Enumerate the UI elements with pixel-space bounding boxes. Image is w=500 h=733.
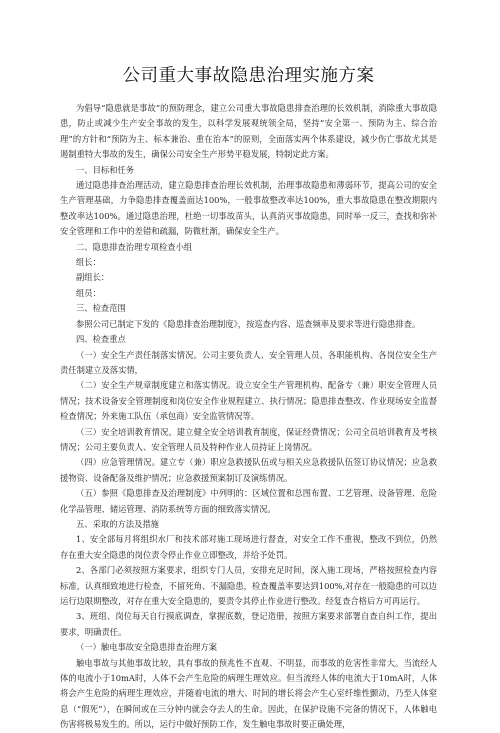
paragraph: 通过隐患排查治理活动，建立隐患排查治理长效机制，治理事故隐患和薄弱环节，提高公司的安全生产管理基础，力争隐患排查覆盖面达100%，一般事故整改率达100%，重大事故隐患在整改期限内整改率达100%。通过隐患治理，杜绝一切事故苗头，认真消灭事故隐患，同时举一反三，查找和弥补安全管理和工作中的差错和疏漏，防微杜渐，确保安全生产。	[60, 180, 437, 237]
document-body	[60, 101, 437, 733]
paragraph: 组员：	[76, 287, 101, 298]
paragraph: 2、各部门必须按照方案要求，组织专门人员，安排充足时间，深入施工现场，严格按照检查内容标准，认真细致地进行检查，不留死角、不漏隐患，检查覆盖率要达到100%,对存在一般隐患的可以边运行边限期整改，对存在重大安全隐患的，要责令其停止作业进行整改。经复查合格后方可再运行。	[60, 565, 437, 606]
paragraph: 1、安全部每月将组织水厂和技术部对施工现场进行督查，对安全工作不重视，整改不到位，仍然存在重大安全隐患的岗位责令停止作业立即整改，并给予处罚。	[60, 534, 437, 560]
paragraph: 一、目标和任务	[76, 164, 135, 175]
paragraph: 组长：	[76, 257, 101, 268]
paragraph: 参照公司已制定下发的《隐患排查治理制度》，按巡查内容、巡查频率及要求等进行隐患排查。	[76, 318, 421, 329]
paragraph: 副组长：	[76, 272, 110, 283]
paragraph: （二）安全生产规章制度建立和落实情况。设立安全生产管理机构、配备专（兼）职安全管理人员情况；技术设备安全管理制度和岗位安全作业规程建立、执行情况；隐患排查整改、作业现场安全监督检查情况；外来施工队伍（承包商）安全监管情况等。	[60, 380, 437, 422]
paragraph: （三）安全培训教育情况。建立健全安全培训教育制度，保证经费情况；公司全员培训教育及考核情况；公司主要负责人、安全管理人员及特种作业人员持证上岗情况。	[60, 426, 437, 452]
paragraph: 三、检查范围	[76, 303, 126, 314]
paragraph: （五）参照《隐患排查及治理制度》中列明的：区域位置和总图布置、工艺管理、设备管理、危险化学品管理、储运管理、消防系统等方面的细致落实情况。	[60, 488, 437, 514]
paragraph: 二、隐患排查治理专项检查小组	[76, 241, 193, 252]
paragraph: （一）触电事故安全隐患排查治理方案	[76, 642, 218, 653]
paragraph: （一）安全生产责任制落实情况。公司主要负责人、安全管理人员、各职能机构、各岗位安全生产责任制建立及落实情，	[60, 349, 437, 375]
paragraph: 为倡导“隐患就是事故”的预防理念，建立公司重大事故隐患排查治理的长效机制，消除重大事故隐患，防止或减少生产安全事故的发生，以科学发展观统领全局，坚持“安全第一、预防为主、综合治理”的方针和“预防为主、标本兼治、重在治本”的原则，全面落实两个体系建设，减少伤亡事故尤其是遏制重特大事故的发生，确保公司安全生产形势平稳发展，特制定此方案。	[60, 103, 437, 160]
paragraph: 五、采取的方法及措施	[76, 518, 159, 529]
document-title: 公司重大事故隐患治理实施方案	[122, 66, 375, 86]
paragraph: 3、班组、岗位每天自行摸底调查，掌握底数，登记造册，按照方案要求部署自查自纠工作，提出要求，明确责任。	[60, 611, 437, 637]
paragraph: 四、检查重点	[76, 334, 126, 345]
paragraph: 触电事故与其他事故比较，具有事故的预兆性不直观、不明显，而事故的危害性非常大。当流经人体的电流小于10mA时，人体不会产生危险的病理生理效应。但当流经人体的电流大于10mA时，人体将会产生危险的病理生理效应，并随着电流的增大、时间的增长将会产生心室纤维性颤动，乃至人体窒息（“假死”），在瞬间或在三分钟内就会夺去人的生命。因此，在保护设施不完备的情况下，人体触电伤害将极易发生的。所以，运行中做好预防工作，发生触电事故时要正确处理，	[60, 657, 437, 730]
paragraph: （四）应急管理情况。建立专（兼）职应急救援队伍或与相关应急救援队伍签订协议情况；应急救援物资、设备配备及维护情况；应急救援预案制订及演练情况。	[60, 457, 437, 483]
